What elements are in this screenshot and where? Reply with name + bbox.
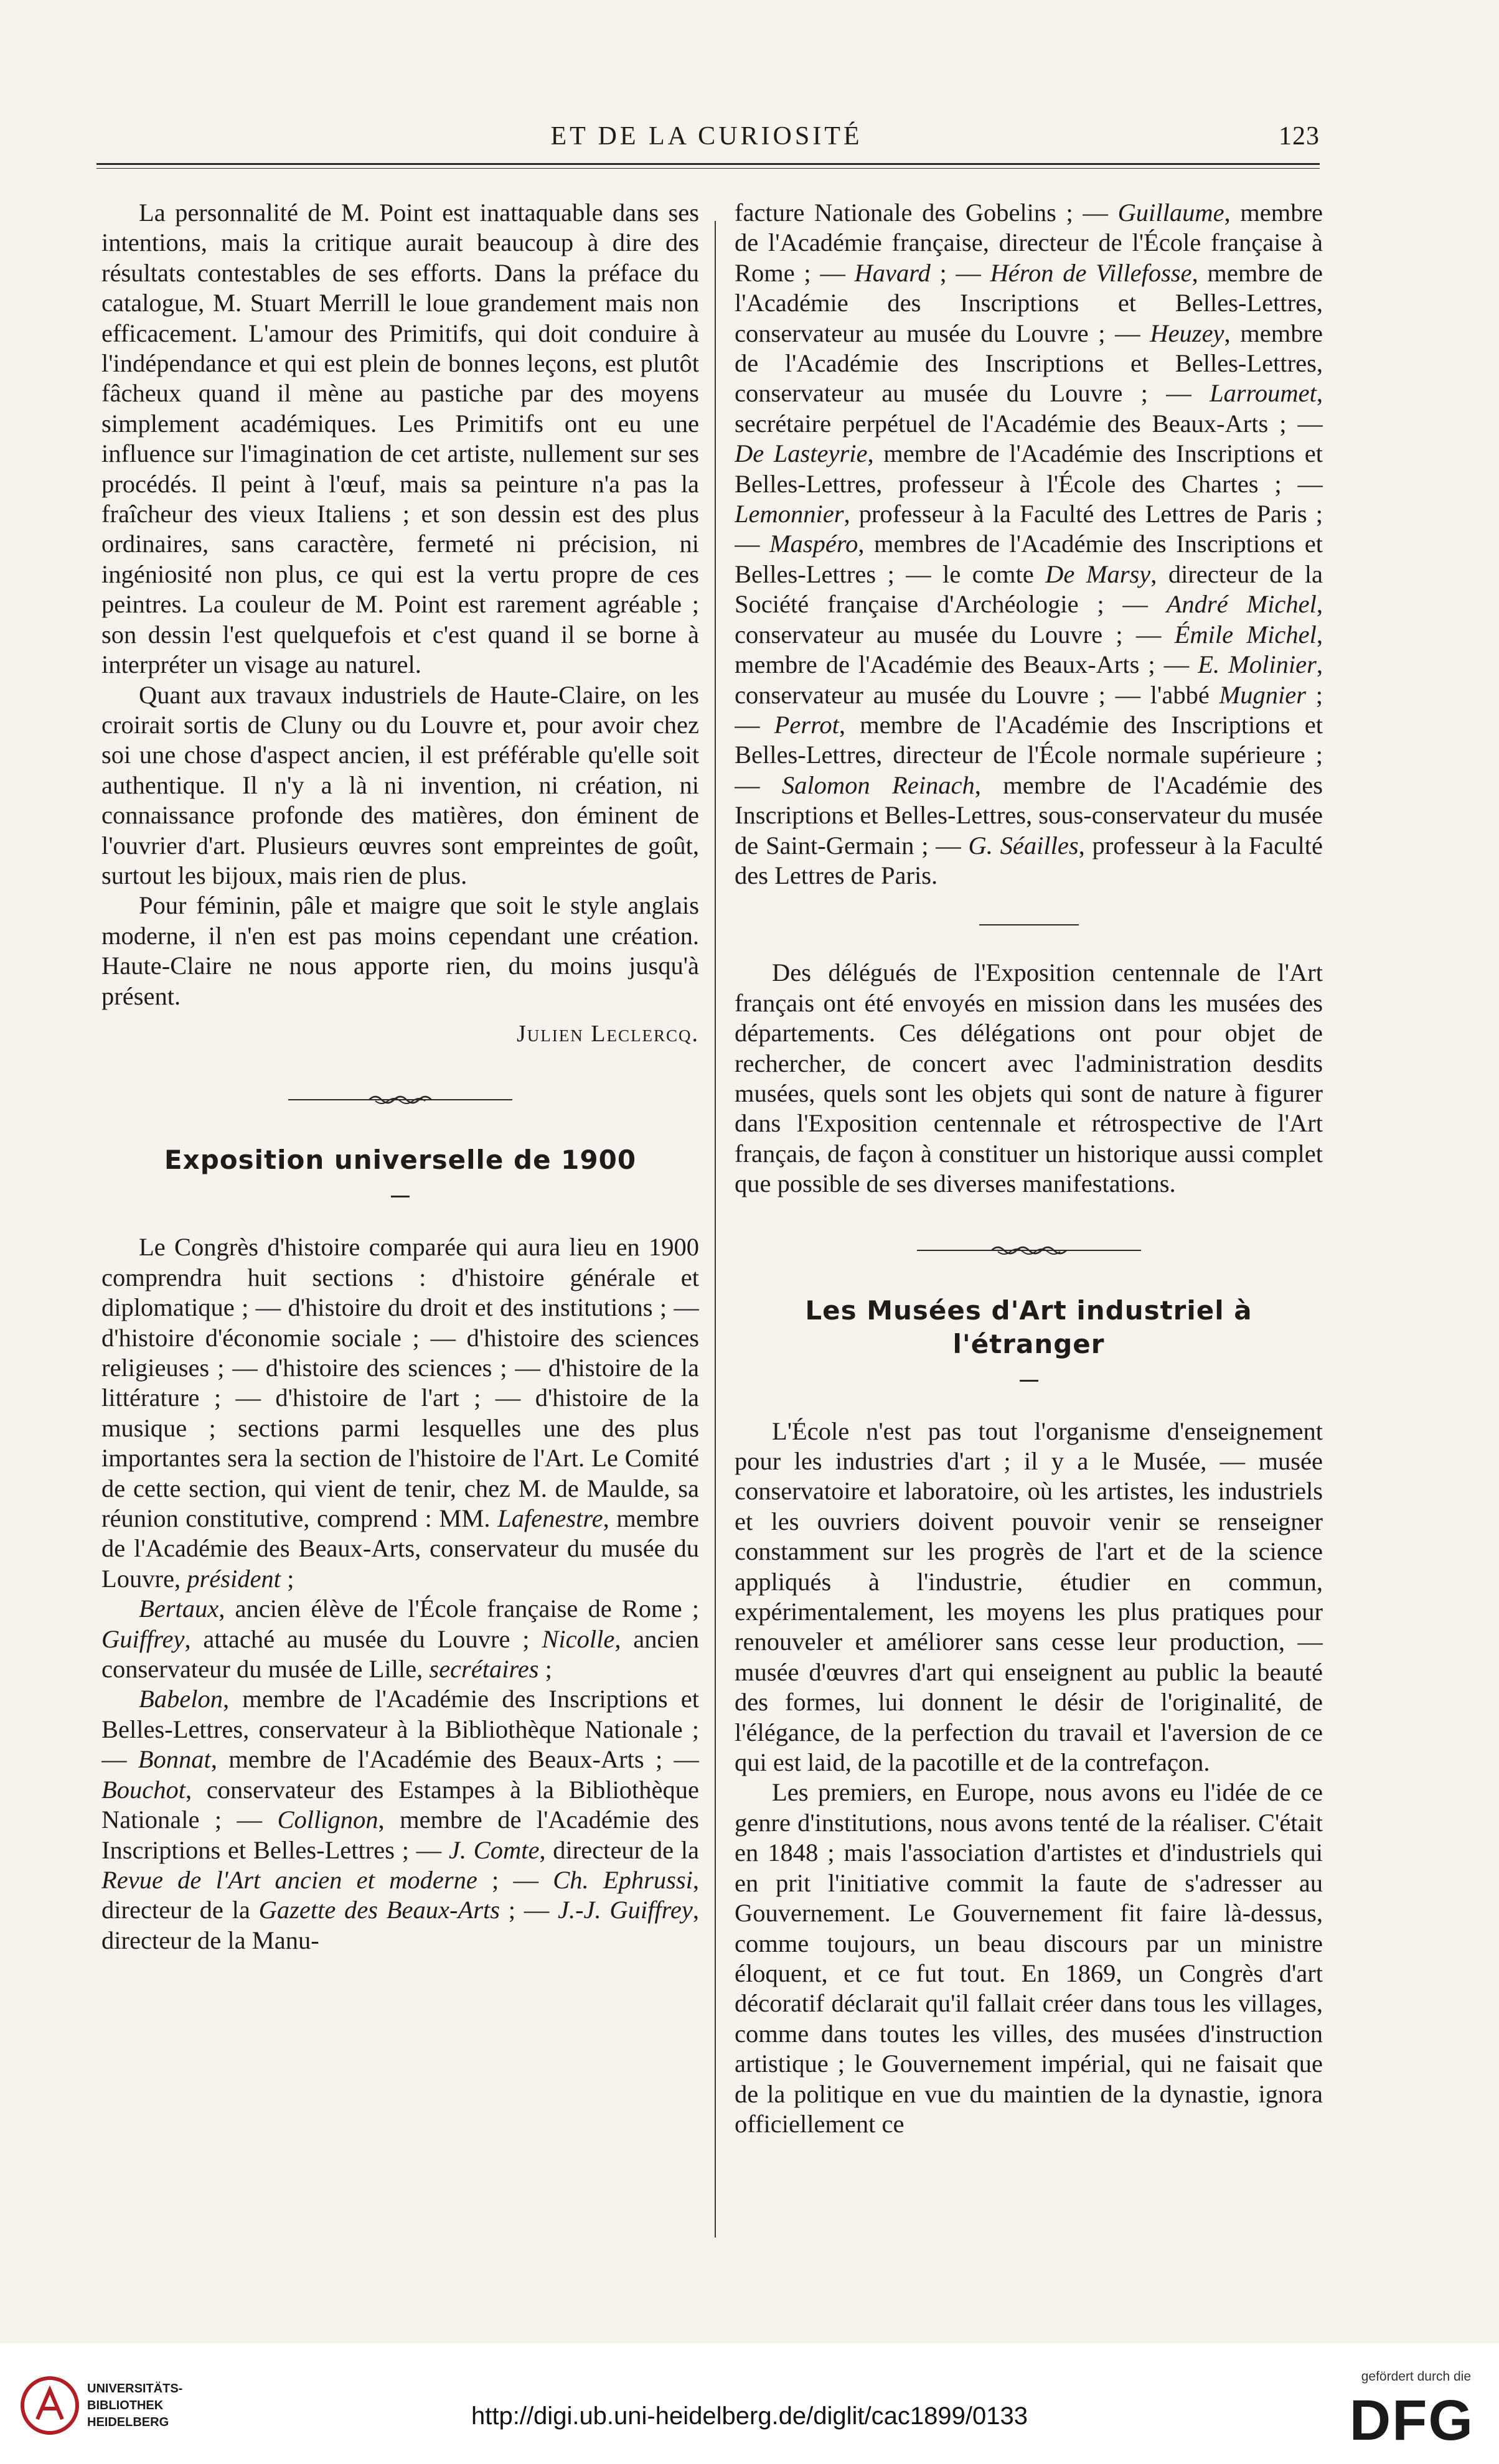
institution-name: UNIVERSITÄTS- BIBLIOTHEK HEIDELBERG: [87, 2382, 183, 2429]
paragraph: La personnalité de M. Point est inattaquable dans ses intentions, mais la critique aurait beaucoup à dire des résultats contestables de ses efforts. Dans la préface du catalogue, M. Stuart Merrill le loue grandement mais non efficacement. L'amour des Primitifs, qui doit conduire à l'indépendance et qui est plein de bonnes leçons, est plutôt fâcheux quand il mène au pastiche par des moyens simplement académiques. Les Primitifs ont eu une influence sur l'imagination de cet artiste, nullement sur ses procédés. Il peint à l'œuf, mais sa peinture n'a pas la fraîcheur des vieux Italiens ; et son dessin est des plus ordinaires, sans caractère, fermeté ni précision, ni ingéniosité non plus, ce qui est la vertu propre de ces peintres. La couleur de M. Point est rarement agréable ; son dessin l'est quelquefois et c'est quand il se borne à interpréter un visage au naturel.: [101, 199, 699, 679]
right-column: [735, 198, 1323, 2326]
digitization-footer: [0, 2343, 1499, 2464]
paragraph: Quant aux travaux industriels de Haute-Claire, on les croirait sortis de Cluny ou du Louvre et, pour avoir chez soi une chose d'aspect ancien, il est préférable qu'elle soit authentique. Il n'y a là ni invention, ni création, ni connaissance profonde des matières, don éminent de l'ouvrier d'art. Plusieurs œuvres sont empreintes de goût, surtout les bijoux, mais rien de plus.: [101, 680, 699, 889]
section-title: Exposition universelle de 1900: [164, 1145, 637, 1176]
left-column: [101, 198, 699, 2326]
paragraph: Babelon, membre de l'Académie des Inscriptions et Belles-Lettres, conservateur à la Bibliothèque Nationale ; — Bonnat, membre de l'Académie des Beaux-Arts ; — Bouchot, conservateur des Estampes à la Bibliothèque Nationale ; — Collignon, membre de l'Académie des Inscriptions et Belles-Lettres ; — J. Comte, directeur de la Revue de l'Art ancien et moderne ; — Ch. Ephrussi, directeur de la Gazette des Beaux-Arts ; — J.-J. Guiffrey, directeur de la Manu-: [101, 1685, 699, 1954]
page-number: 123: [1279, 122, 1320, 151]
paragraph: Les premiers, en Europe, nous avons eu l'idée de ce genre d'institutions, nous avons tenté de la réaliser. C'était en 1848 ; mais l'association d'artistes et d'industriels qui en prit l'initiative commit la faute de s'adresser au Gouvernement. Le Gouvernement fit faire là-dessus, comme toujours, un beau discours par un ministre éloquent, et ce fut tout. En 1869, un Congrès d'art décoratif déclarait qu'il fallait créer dans tous les villages, comme dans toutes les villes, des musées d'instruction artistique ; le Gouvernement impérial, qui ne faisait que de la politique en vue du maintien de la dynastie, ignora officiellement ce: [735, 1778, 1323, 2138]
paragraph: Pour féminin, pâle et maigre que soit le style anglais moderne, il n'en est pas moins cependant une création. Haute-Claire ne nous apporte rien, du moins jusqu'à présent.: [101, 891, 699, 1010]
ornament-divider: [288, 1092, 512, 1106]
running-header: [93, 121, 1320, 159]
paragraph: Des délégués de l'Exposition centennale de l'Art français ont été envoyés en mission dans les musées des départements. Ces délégations ont pour objet de rechercher, de concert avec l'administration desdits musées, quels sont les objets qui sont de nature à figurer dans l'Exposition centennale et rétrospective de l'Art français, de façon à constituer un historique aussi complet que possible de ses diverses manifestations.: [735, 958, 1323, 1198]
section-title: Les Musées d'Art industriel à l'étranger: [805, 1295, 1252, 1359]
title-dash: [391, 1196, 410, 1197]
paragraph: Bertaux, ancien élève de l'École française de Rome ; Guiffrey, attaché au musée du Louvre ; Nicolle, ancien conservateur du musée de Lille, secrétaires ;: [101, 1595, 699, 1684]
paragraph: L'École n'est pas tout l'organisme d'enseignement pour les industries d'art ; il y a le Musée, — musée conservatoire et laboratoire, où les artistes, les industriels et les ouvriers doivent pouvoir venir se renseigner constamment sur les progrès de l'art et de la science appliqués à l'industrie, étudier en commun, expérimentalement, les moyens les plus pratiques pour renouveler et améliorer sans cesse leur production, — musée d'œuvres d'art qui enseignent au public la beauté des formes, lui donnent le désir de l'originalité, de l'élégance, de la perfection du travail et l'aversion de ce qui est laid, de la pacotille et de la contrefaçon.: [735, 1417, 1323, 1777]
header-rule-thin: [96, 168, 1320, 169]
source-url-link[interactable]: http://digi.ub.uni-heidelberg.de/diglit/cac1899/0133: [471, 2402, 1028, 2430]
ornament-divider: [917, 1243, 1141, 1257]
header-rule: [96, 163, 1320, 165]
title-dash: [1020, 1380, 1038, 1382]
running-title: ET DE LA CURIOSITÉ: [550, 122, 863, 151]
paragraph: facture Nationale des Gobelins ; — Guillaume, membre de l'Académie française, directeur de l'École française à Rome ; — Havard ; — Héron de Villefosse, membre de l'Académie des Inscriptions et Belles-Lettres, conservateur au musée du Louvre ; — Heuzey, membre de l'Académie des Inscriptions et Belles-Lettres, conservateur au musée du Louvre ; — Larroumet, secrétaire perpétuel de l'Académie des Beaux-Arts ; — De Lasteyrie, membre de l'Académie des Inscriptions et Belles-Lettres, professeur à l'École des Chartes ; — Lemonnier, professeur à la Faculté des Lettres de Paris ; — Maspéro, membres de l'Académie des Inscriptions et Belles-Lettres ; — le comte De Marsy, directeur de la Société française d'Archéologie ; — André Michel, conservateur au musée du Louvre ; — Émile Michel, membre de l'Académie des Beaux-Arts ; — E. Molinier, conservateur au musée du Louvre ; — l'abbé Mugnier ; — Perrot, membre de l'Académie des Inscriptions et Belles-Lettres, directeur de l'École normale supérieure ; — Salomon Reinach, membre de l'Académie des Inscriptions et Belles-Lettres, sous-conservateur du musée de Saint-Germain ; — G. Séailles, professeur à la Faculté des Lettres de Paris.: [735, 199, 1323, 889]
paragraph: Le Congrès d'histoire comparée qui aura lieu en 1900 comprendra huit sections : d'histoire générale et diplomatique ; — d'histoire du droit et des institutions ; — d'histoire d'économie sociale ; — d'histoire des sciences religieuses ; — d'histoire des sciences ; — d'histoire de la littérature ; — d'histoire de l'art ; — d'histoire de la musique ; sections parmi lesquelles une des plus importantes sera la section de l'histoire de l'Art. Le Comité de cette section, qui vient de tenir, chez M. de Maulde, sa réunion constitutive, comprend : MM. Lafenestre, membre de l'Académie des Beaux-Arts, conservateur du musée du Louvre, président ;: [101, 1233, 699, 1593]
dfg-logo: DFG: [1349, 2389, 1474, 2452]
short-rule: [979, 924, 1079, 925]
funded-by-label: gefördert durch die: [1361, 2369, 1471, 2384]
author-signature: Julien Leclercq.: [517, 1020, 699, 1047]
column-divider: [715, 221, 716, 2237]
